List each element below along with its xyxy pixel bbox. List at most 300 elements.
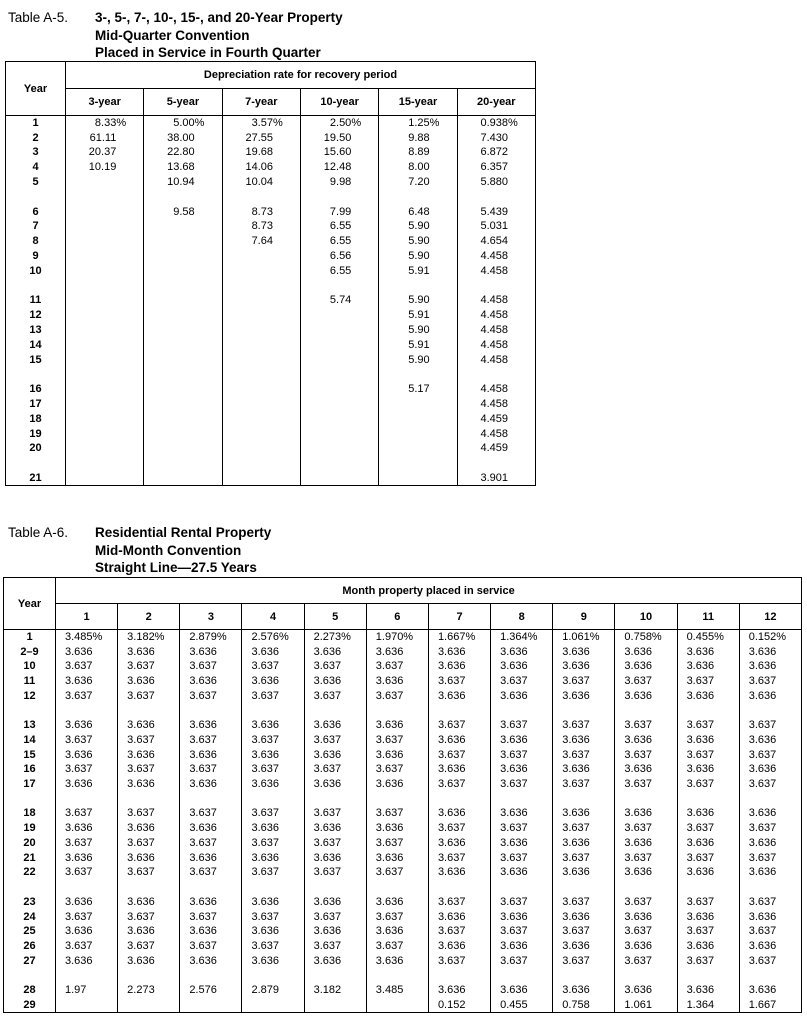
cell-number: 5.74 [329,294,352,307]
cell-number: 10.94 [167,176,195,189]
cell-number: 4.654 [480,235,508,248]
table-row [6,219,536,234]
value-cell: 3.637 [242,762,304,777]
table-a6-title-line2: Mid-Month Convention [95,542,242,558]
value-cell [457,352,535,367]
cell-number: 19.50 [323,131,352,144]
empty-cell [222,367,300,382]
percent-sign: % [429,117,440,130]
value-cell [66,471,144,486]
column-header: 12 [739,604,801,630]
value-cell: 3.637 [615,850,677,865]
value-cell [66,293,144,308]
value-cell: 3.636 [242,644,304,659]
value-cell: 3.636 [491,644,553,659]
value-cell: 3.637 [677,850,739,865]
value-cell: 3.636 [304,777,366,792]
value-cell: 0.152 [428,997,490,1012]
cell-number: 6.56 [329,250,352,263]
empty-cell [144,456,222,471]
group-header: Month property placed in service [56,578,802,604]
value-cell [66,160,144,175]
value-cell [66,116,144,131]
table-a5-title-line2: Mid-Quarter Convention [95,27,250,43]
value-cell: 3.636 [615,688,677,703]
value-cell: 3.636 [491,762,553,777]
value-cell: 3.636 [366,850,428,865]
value-cell: 3.636 [553,865,615,880]
value-cell [300,471,378,486]
value-cell: 0.758 [553,997,615,1012]
value-cell [457,145,535,160]
empty-cell [615,703,677,718]
value-cell: 3.637 [56,806,118,821]
value-cell: 3.637 [428,894,490,909]
empty-cell [180,791,242,806]
cell-number: 8.73 [251,205,273,218]
column-header: 15-year [379,89,457,116]
value-cell: 3.636 [242,674,304,689]
value-cell [66,337,144,352]
table-row [4,909,802,924]
value-cell: 3.637 [366,733,428,748]
value-cell: 3.636 [366,674,428,689]
empty-cell [491,703,553,718]
cell-number: 5.17 [408,383,430,396]
spacer-row [4,791,802,806]
value-cell: 3.636 [242,777,304,792]
value-cell: 3.637 [739,777,801,792]
value-cell: 3.636 [304,747,366,762]
value-cell: 3.637 [242,909,304,924]
value-cell: 3.637 [180,836,242,851]
value-cell [222,204,300,219]
value-cell: 3.636 [677,733,739,748]
value-cell [144,441,222,456]
empty-cell [6,189,66,204]
value-cell: 3.637 [56,688,118,703]
value-cell [379,116,457,131]
value-cell: 3.636 [304,953,366,968]
empty-cell [118,880,180,895]
value-cell: 3.636 [615,865,677,880]
value-cell: 3.636 [491,865,553,880]
value-cell [222,441,300,456]
value-cell [300,175,378,190]
column-header: 5-year [144,89,222,116]
value-cell: 3.636 [428,836,490,851]
empty-cell [677,968,739,983]
column-header: 11 [677,604,739,630]
value-cell [457,471,535,486]
value-cell [144,308,222,323]
value-cell: 3.637 [615,894,677,909]
year-cell: 11 [4,674,56,689]
value-cell: 3.637 [242,688,304,703]
value-cell: 3.637 [180,939,242,954]
value-cell: 3.636 [677,983,739,998]
value-cell [222,352,300,367]
value-cell: 3.637 [553,821,615,836]
value-cell: 1.364% [491,630,553,645]
cell-number: 4.459 [480,412,508,425]
value-cell: 0.152% [739,630,801,645]
value-cell: 3.636 [428,762,490,777]
value-cell [66,263,144,278]
value-cell [66,352,144,367]
value-cell [144,337,222,352]
empty-cell [677,703,739,718]
value-cell: 3.636 [739,806,801,821]
table-row [6,441,536,456]
year-cell: 21 [6,471,66,486]
year-cell: 18 [4,806,56,821]
value-cell: 3.636 [366,747,428,762]
year-cell: 15 [4,747,56,762]
value-cell [144,160,222,175]
cell-number: 6.48 [408,205,430,218]
value-cell [300,160,378,175]
year-cell: 23 [4,894,56,909]
value-cell: 3.637 [366,836,428,851]
value-cell: 3.636 [739,939,801,954]
value-cell: 3.637 [428,747,490,762]
value-cell: 3.637 [553,953,615,968]
value-cell [457,426,535,441]
value-cell [222,130,300,145]
value-cell [457,116,535,131]
cell-number: 4.458 [480,398,508,411]
table-row [6,352,536,367]
empty-cell [242,880,304,895]
value-cell: 3.636 [366,644,428,659]
value-cell: 3.636 [56,718,118,733]
value-cell: 3.636 [180,644,242,659]
empty-cell [300,456,378,471]
table-a6-title-line1: Residential Rental Property [95,525,272,540]
spacer-row [6,456,536,471]
cell-number: 3.57 [251,117,273,130]
year-cell: 15 [6,352,66,367]
value-cell [222,145,300,160]
value-cell: 3.637 [739,850,801,865]
cell-number: 3.901 [480,471,508,484]
value-cell [379,352,457,367]
value-cell [144,263,222,278]
cell-number: 8.73 [251,220,273,233]
value-cell: 3.637 [615,718,677,733]
value-cell [144,116,222,131]
value-cell: 3.636 [118,850,180,865]
year-cell: 26 [4,939,56,954]
year-cell: 3 [6,145,66,160]
value-cell: 3.636 [304,644,366,659]
value-cell: 2.879 [242,983,304,998]
empty-cell [242,791,304,806]
value-cell: 2.273% [304,630,366,645]
value-cell: 3.637 [242,836,304,851]
value-cell [300,382,378,397]
value-cell: 3.637 [118,836,180,851]
value-cell: 3.637 [118,659,180,674]
value-cell: 3.637 [428,953,490,968]
table-row [4,630,802,645]
value-cell [300,130,378,145]
table-a6 [3,577,802,1013]
value-cell: 3.636 [615,983,677,998]
empty-cell [222,278,300,293]
value-cell [144,249,222,264]
cell-number: 5.00 [173,117,195,130]
value-cell: 3.636 [491,939,553,954]
year-cell: 6 [6,204,66,219]
empty-cell [304,791,366,806]
value-cell: 3.637 [615,747,677,762]
value-cell [144,175,222,190]
empty-cell [553,880,615,895]
value-cell: 3.636 [553,939,615,954]
value-cell [457,411,535,426]
empty-cell [118,791,180,806]
percent-sign: % [508,117,518,130]
year-cell: 12 [6,308,66,323]
value-cell: 1.97 [56,983,118,998]
year-cell: 16 [4,762,56,777]
value-cell: 3.637 [180,659,242,674]
value-cell [144,471,222,486]
value-cell: 3.637 [118,806,180,821]
value-cell [118,997,180,1012]
value-cell: 3.636 [242,953,304,968]
value-cell: 3.637 [366,865,428,880]
value-cell: 3.636 [242,747,304,762]
empty-cell [242,968,304,983]
group-header: Depreciation rate for recovery period [66,62,536,89]
value-cell: 3.636 [118,821,180,836]
empty-cell [144,189,222,204]
table-row [4,894,802,909]
year-cell: 17 [6,397,66,412]
value-cell: 3.636 [553,644,615,659]
value-cell: 3.636 [739,836,801,851]
value-cell: 3.637 [677,953,739,968]
value-cell: 3.636 [56,850,118,865]
empty-cell [457,367,535,382]
table-row [6,397,536,412]
empty-cell [615,968,677,983]
cell-number: 20.37 [88,146,117,159]
value-cell: 3.636 [304,821,366,836]
value-cell [304,997,366,1012]
value-cell: 3.636 [739,909,801,924]
column-header: 7-year [222,89,300,116]
cell-number: 5.90 [408,220,430,233]
table-a6-title-line3: Straight Line—27.5 Years [95,560,257,575]
value-cell [457,204,535,219]
empty-cell [428,791,490,806]
value-cell: 3.636 [677,659,739,674]
value-cell: 3.637 [677,924,739,939]
value-cell: 3.636 [491,836,553,851]
empty-cell [144,278,222,293]
empty-cell [118,968,180,983]
value-cell [66,441,144,456]
empty-cell [491,880,553,895]
empty-cell [379,456,457,471]
year-cell: 5 [6,175,66,190]
year-cell: 2–9 [4,644,56,659]
spacer-row [4,880,802,895]
value-cell: 3.636 [180,777,242,792]
cell-number: 4.458 [480,353,508,366]
value-cell [66,308,144,323]
empty-cell [428,968,490,983]
value-cell [457,293,535,308]
value-cell: 3.636 [428,733,490,748]
value-cell [222,160,300,175]
column-header: 1 [56,604,118,630]
empty-cell [6,456,66,471]
empty-cell [222,189,300,204]
table-row [6,411,536,426]
value-cell: 3.636 [677,806,739,821]
spacer-row [4,703,802,718]
year-cell: 13 [6,323,66,338]
value-cell: 3.637 [242,939,304,954]
cell-number: 8.33 [94,117,117,130]
value-cell: 3.637 [491,821,553,836]
value-cell: 0.455% [677,630,739,645]
table-row [6,204,536,219]
value-cell [66,204,144,219]
empty-cell [677,791,739,806]
spacer-row [4,968,802,983]
cell-number: 5.90 [408,294,430,307]
value-cell: 3.636 [677,865,739,880]
value-cell: 3.636 [242,821,304,836]
value-cell: 3.637 [615,924,677,939]
empty-cell [300,278,378,293]
table-a5-title-line3: Placed in Service in Fourth Quarter [95,45,321,60]
value-cell: 3.636 [553,688,615,703]
year-cell: 29 [4,997,56,1012]
table-row [4,821,802,836]
value-cell: 3.637 [304,865,366,880]
value-cell [66,397,144,412]
column-header: 7 [428,604,490,630]
value-cell [300,323,378,338]
value-cell [222,175,300,190]
value-cell [457,308,535,323]
value-cell: 3.636 [739,659,801,674]
value-cell [300,411,378,426]
empty-cell [304,880,366,895]
value-cell: 3.636 [242,850,304,865]
table-row [4,733,802,748]
percent-sign: % [194,117,205,130]
cell-number: 6.872 [480,146,508,159]
table-row [4,850,802,865]
value-cell: 3.636 [56,674,118,689]
empty-cell [739,880,801,895]
value-cell [66,145,144,160]
value-cell [66,130,144,145]
year-cell: 14 [6,337,66,352]
value-cell: 3.637 [180,806,242,821]
value-cell: 3.636 [428,983,490,998]
value-cell: 3.637 [553,777,615,792]
value-cell: 3.637 [304,733,366,748]
value-cell [222,116,300,131]
value-cell [300,263,378,278]
column-header: 20-year [457,89,535,116]
value-cell: 3.637 [491,894,553,909]
value-cell: 2.273 [118,983,180,998]
value-cell: 1.667% [428,630,490,645]
value-cell [222,249,300,264]
value-cell [144,397,222,412]
year-cell: 12 [4,688,56,703]
cell-number: 38.00 [167,131,195,144]
value-cell: 3.636 [553,659,615,674]
value-cell: 3.637 [304,939,366,954]
value-cell: 3.637 [118,688,180,703]
year-cell: 1 [6,116,66,131]
empty-cell [366,703,428,718]
value-cell [457,234,535,249]
empty-cell [66,278,144,293]
empty-cell [366,968,428,983]
empty-cell [180,880,242,895]
column-header: 2 [118,604,180,630]
value-cell [457,219,535,234]
value-cell: 3.636 [491,909,553,924]
value-cell [144,145,222,160]
value-cell: 3.637 [739,953,801,968]
empty-cell [366,791,428,806]
value-cell: 3.637 [242,865,304,880]
table-row [6,426,536,441]
value-cell: 3.637 [118,733,180,748]
value-cell: 3.637 [56,733,118,748]
empty-cell [553,703,615,718]
value-cell: 3.637 [56,762,118,777]
cell-number: 0.938 [480,117,508,130]
value-cell: 3.636 [739,865,801,880]
column-header: 5 [304,604,366,630]
value-cell: 3.637 [366,939,428,954]
value-cell: 3.636 [56,777,118,792]
value-cell [180,997,242,1012]
cell-number: 9.58 [173,205,195,218]
cell-number: 7.430 [480,131,508,144]
table-a6-label: Table A-6. [8,525,69,540]
table-a6-title-block [8,524,271,577]
cell-number: 5.91 [408,338,430,351]
value-cell: 3.636 [739,688,801,703]
empty-cell [56,880,118,895]
year-cell: 7 [6,219,66,234]
value-cell [66,426,144,441]
value-cell [379,411,457,426]
value-cell: 3.636 [56,894,118,909]
empty-cell [4,703,56,718]
table-row [6,116,536,131]
value-cell [300,204,378,219]
empty-cell [304,703,366,718]
table-row [6,160,536,175]
year-cell: 8 [6,234,66,249]
